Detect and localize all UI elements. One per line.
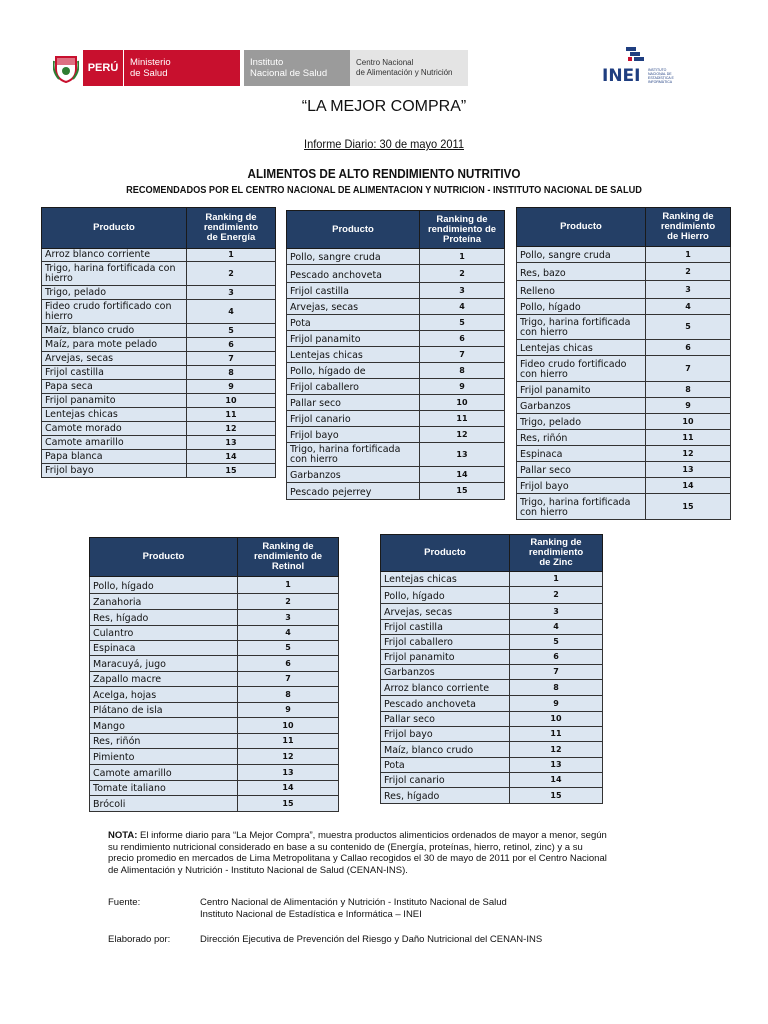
product-cell: Frijol castilla [381,620,510,635]
product-cell: Camote morado [42,422,187,436]
table-row [381,665,603,680]
rank-cell: 9 [420,379,505,395]
table-row [90,641,339,656]
table-row [381,758,603,773]
rank-cell: 2 [510,587,603,604]
rank-cell: 6 [420,331,505,347]
ins-line2: Nacional de Salud [250,68,328,79]
rank-cell: 7 [420,347,505,363]
product-cell: Pallar seco [517,462,646,478]
product-cell: Frijol bayo [381,727,510,742]
product-cell: Trigo, harina fortificada con hierro [517,494,646,520]
table-row [42,394,276,408]
product-cell: Trigo, harina fortificada con hierro [42,262,187,286]
product-cell: Pollo, hígado [517,299,646,315]
section-title: ALIMENTOS DE ALTO RENDIMIENTO NUTRITIVO [247,166,521,181]
product-cell: Lentejas chicas [42,408,187,422]
table-row [287,411,505,427]
column-header-ranking [420,211,505,249]
hierro-table [516,207,731,520]
rank-cell: 2 [238,594,339,610]
rank-cell: 9 [510,696,603,712]
rank-cell: 10 [420,395,505,411]
retinol-table [89,537,339,812]
rank-cell: 12 [420,427,505,443]
inei-subtitle: INSTITUTO NACIONAL DE ESTADÍSTICA E INFORMÁTICA [648,68,674,84]
rank-cell: 7 [238,672,339,687]
rank-cell: 11 [646,430,731,446]
product-cell: Garbanzos [381,665,510,680]
rank-cell: 3 [420,283,505,299]
table-row [287,283,505,299]
cenan-line2: de Alimentación y Nutrición [356,68,453,77]
rank-cell: 9 [187,380,276,394]
rank-cell: 14 [238,781,339,796]
table-row [90,734,339,749]
product-cell: Arroz blanco corriente [42,249,187,262]
rank-cell: 1 [187,249,276,262]
product-cell: Pescado anchoveta [381,696,510,712]
product-cell: Arvejas, secas [42,352,187,366]
rank-cell: 8 [187,366,276,380]
product-cell: Espinaca [90,641,238,656]
header-line: Ranking de [262,541,314,552]
product-cell: Pollo, sangre cruda [287,249,420,265]
table-row [381,742,603,758]
header-line: Retinol [271,561,305,572]
table-row [287,379,505,395]
product-cell: Maracuyá, jugo [90,656,238,672]
table-row [90,796,339,812]
elaborado-label: Elaborado por: [108,934,171,945]
rank-cell: 4 [187,300,276,324]
rank-cell: 4 [420,299,505,315]
rank-cell: 10 [510,712,603,727]
rank-cell: 12 [187,422,276,436]
energia-table [41,207,276,478]
rank-cell: 1 [238,577,339,594]
table-row [90,594,339,610]
column-header-producto: Producto [381,535,510,572]
header-line: Ranking de [662,211,714,222]
product-cell: Trigo, pelado [42,286,187,300]
rank-cell: 14 [420,467,505,483]
table-row [90,703,339,718]
product-cell: Frijol canario [381,773,510,788]
product-cell: Espinaca [517,446,646,462]
table-row [287,467,505,483]
product-cell: Frijol panamito [42,394,187,408]
table-row [517,446,731,462]
product-cell: Frijol caballero [287,379,420,395]
rank-cell: 7 [187,352,276,366]
table-row [381,650,603,665]
rank-cell: 14 [646,478,731,494]
rank-cell: 13 [187,436,276,450]
table-row [381,712,603,727]
product-cell: Res, bazo [517,263,646,281]
product-cell: Plátano de isla [90,703,238,718]
product-cell: Pollo, hígado [90,577,238,594]
header-line: rendimiento [528,547,584,558]
table-row [42,352,276,366]
table-row [517,494,731,520]
table-row [381,620,603,635]
table-row [381,572,603,587]
header-line: rendimiento [203,222,259,233]
table-row [42,286,276,300]
product-cell: Pimiento [90,749,238,765]
table-row [42,436,276,450]
table-row [90,656,339,672]
rank-cell: 5 [646,315,731,340]
table-row [517,356,731,382]
nota-label: NOTA: [108,830,138,841]
product-cell: Zanahoria [90,594,238,610]
product-cell: Brócoli [90,796,238,812]
table-row [381,696,603,712]
rank-cell: 8 [646,382,731,398]
table-row [90,626,339,641]
rank-cell: 3 [646,281,731,299]
rank-cell: 5 [187,324,276,338]
zinc-table [380,534,603,804]
table-row [287,265,505,283]
product-cell: Maíz, blanco crudo [381,742,510,758]
rank-cell: 3 [238,610,339,626]
inei-wordmark: INEI [602,66,641,86]
product-cell: Frijol castilla [287,283,420,299]
product-cell: Acelga, hojas [90,687,238,703]
rank-cell: 10 [187,394,276,408]
rank-cell: 1 [420,249,505,265]
rank-cell: 5 [510,635,603,650]
fuente-label: Fuente: [108,897,141,908]
rank-cell: 15 [238,796,339,812]
table-row [42,366,276,380]
header-line: rendimiento [660,221,716,232]
column-header-producto: Producto [517,208,646,247]
product-cell: Papa seca [42,380,187,394]
table-row [90,610,339,626]
rank-cell: 11 [238,734,339,749]
fuente-line1: Centro Nacional de Alimentación y Nutrición - Instituto Nacional de Salud [200,897,507,908]
table-row [90,781,339,796]
rank-cell: 2 [187,262,276,286]
product-cell: Frijol panamito [381,650,510,665]
product-cell: Arroz blanco corriente [381,680,510,696]
cenan-logo [350,50,468,86]
table-row [287,395,505,411]
minsa-logo [123,50,240,86]
table-row [381,680,603,696]
table-row [381,773,603,788]
product-cell: Res, hígado [381,788,510,804]
product-cell: Maíz, para mote pelado [42,338,187,352]
product-cell: Frijol caballero [381,635,510,650]
rank-cell: 4 [238,626,339,641]
header-line: Proteína [442,233,481,245]
table-row [287,363,505,379]
column-header-ranking [646,208,731,247]
rank-cell: 9 [646,398,731,414]
product-cell: Pollo, hígado [381,587,510,604]
product-cell: Culantro [90,626,238,641]
rank-cell: 12 [510,742,603,758]
rank-cell: 6 [646,340,731,356]
product-cell: Frijol bayo [517,478,646,494]
table-header-row [517,208,731,247]
product-cell: Res, riñón [517,430,646,446]
table-row [287,249,505,265]
rank-cell: 15 [646,494,731,520]
product-cell: Relleno [517,281,646,299]
fuente-line2: Instituto Nacional de Estadística e Informática – INEI [200,908,422,920]
rank-cell: 6 [238,656,339,672]
product-cell: Maíz, blanco crudo [42,324,187,338]
rank-cell: 11 [187,408,276,422]
product-cell: Res, riñón [90,734,238,749]
table-row [381,788,603,804]
table-row [287,347,505,363]
table-header-row [381,535,603,572]
table-header-row [287,211,505,249]
column-header-ranking [238,538,339,577]
table-row [42,464,276,478]
table-row [381,635,603,650]
rank-cell: 3 [510,604,603,620]
product-cell: Fideo crudo fortificado con hierro [517,356,646,382]
rank-cell: 9 [238,703,339,718]
rank-cell: 11 [510,727,603,742]
table-row [42,450,276,464]
table-row [517,247,731,263]
rank-cell: 5 [420,315,505,331]
rank-cell: 15 [187,464,276,478]
table-row [517,414,731,430]
table-row [42,338,276,352]
column-header-ranking [510,535,603,572]
product-cell: Garbanzos [517,398,646,414]
rank-cell: 6 [187,338,276,352]
table-row [517,340,731,356]
rank-cell: 15 [420,483,505,500]
rank-cell: 2 [646,263,731,281]
table-row [287,483,505,500]
column-header-producto: Producto [287,211,420,249]
product-cell: Pallar seco [381,712,510,727]
table-row [517,398,731,414]
fuente-value [200,897,620,920]
rank-cell: 7 [646,356,731,382]
product-cell: Arvejas, secas [287,299,420,315]
table-row [517,299,731,315]
product-cell: Mango [90,718,238,734]
rank-cell: 13 [420,443,505,467]
product-cell: Camote amarillo [42,436,187,450]
product-cell: Frijol canario [287,411,420,427]
rank-cell: 10 [646,414,731,430]
product-cell: Frijol bayo [42,464,187,478]
rank-cell: 14 [187,450,276,464]
product-cell: Tomate italiano [90,781,238,796]
ins-line1: Instituto [250,57,284,68]
rank-cell: 15 [510,788,603,804]
rank-cell: 13 [646,462,731,478]
product-cell: Fideo crudo fortificado con hierro [42,300,187,324]
rank-cell: 3 [187,286,276,300]
product-cell: Frijol castilla [42,366,187,380]
product-cell: Zapallo macre [90,672,238,687]
nota-paragraph [108,830,608,876]
product-cell: Arvejas, secas [381,604,510,620]
product-cell: Pota [287,315,420,331]
product-cell: Res, hígado [90,610,238,626]
product-cell: Pollo, hígado de [287,363,420,379]
minsa-line1: Ministerio [130,57,171,68]
rank-cell: 2 [420,265,505,283]
rank-cell: 4 [646,299,731,315]
rank-cell: 11 [420,411,505,427]
table-row [90,749,339,765]
elaborado-value: Dirección Ejecutiva de Prevención del Riesgo y Daño Nutricional del CENAN-INS [200,934,543,945]
table-row [42,380,276,394]
table-row [90,672,339,687]
rank-cell: 8 [238,687,339,703]
table-row [90,577,339,594]
table-row [42,324,276,338]
table-row [381,587,603,604]
header-line: de Zinc [539,557,573,568]
proteina-table [286,210,505,500]
table-row [287,443,505,467]
table-row [287,331,505,347]
rank-cell: 7 [510,665,603,680]
rank-cell: 8 [420,363,505,379]
table-row [42,300,276,324]
header-line: de Energía [206,232,256,243]
table-row [42,262,276,286]
header-line: Ranking de [530,537,582,548]
table-row [517,315,731,340]
rank-cell: 13 [238,765,339,781]
product-cell: Lentejas chicas [517,340,646,356]
rank-cell: 8 [510,680,603,696]
column-header-producto: Producto [90,538,238,577]
product-cell: Camote amarillo [90,765,238,781]
product-cell: Frijol bayo [287,427,420,443]
table-row [517,430,731,446]
peru-logo: PERÚ [83,50,123,86]
column-header-ranking [187,208,276,249]
ins-logo [244,50,350,86]
product-cell: Trigo, harina fortificada con hierro [517,315,646,340]
table-row [42,249,276,262]
product-cell: Frijol panamito [517,382,646,398]
table-row [287,427,505,443]
header-line: de Hierro [667,231,709,242]
table-row [517,462,731,478]
header-logos [49,50,468,86]
peru-coat-of-arms-icon [49,50,83,86]
product-cell: Lentejas chicas [287,347,420,363]
column-header-producto: Producto [42,208,187,249]
product-cell: Pollo, sangre cruda [517,247,646,263]
rank-cell: 1 [510,572,603,587]
table-row [90,765,339,781]
table-row [517,263,731,281]
table-row [287,299,505,315]
table-row [381,604,603,620]
rank-cell: 1 [646,247,731,263]
product-cell: Garbanzos [287,467,420,483]
header-line: rendimiento de [427,223,497,235]
rank-cell: 5 [238,641,339,656]
table-row [42,408,276,422]
table-header-row [90,538,339,577]
product-cell: Pescado pejerrey [287,483,420,500]
rank-cell: 12 [646,446,731,462]
header-line: Ranking de [436,213,488,225]
table-row [90,718,339,734]
table-row [90,687,339,703]
product-cell: Trigo, harina fortificada con hierro [287,443,420,467]
rank-cell: 13 [510,758,603,773]
nota-text: El informe diario para “La Mejor Compra”, muestra productos alimenticios ordenados de mayor a menor, según su rendimiento nutricional considerado en base a su contenido de (Energía, proteínas, hierro, retinol, zinc) y a su precio promedio en mercados de Lima Metropolitana y Callao recogidos el 30 de mayo de 2011 por el Centro Nacional de Alimentación y Nutrición - Instituto Nacional de Salud (CENAN-INS). [108,830,607,876]
product-cell: Frijol panamito [287,331,420,347]
table-row [287,315,505,331]
cenan-line1: Centro Nacional [356,58,414,67]
product-cell: Pota [381,758,510,773]
table-row [517,382,731,398]
minsa-line2: de Salud [130,68,168,79]
table-row [517,478,731,494]
rank-cell: 10 [238,718,339,734]
rank-cell: 12 [238,749,339,765]
page-title: “LA MEJOR COMPRA” [301,98,467,115]
product-cell: Pallar seco [287,395,420,411]
table-header-row [42,208,276,249]
product-cell: Trigo, pelado [517,414,646,430]
table-row [381,727,603,742]
report-date: Informe Diario: 30 de mayo 2011 [304,137,464,151]
table-row [517,281,731,299]
header-line: Ranking de [205,212,257,223]
product-cell: Pescado anchoveta [287,265,420,283]
rank-cell: 6 [510,650,603,665]
rank-cell: 14 [510,773,603,788]
header-line: rendimiento de [253,551,323,562]
section-subtitle: RECOMENDADOS POR EL CENTRO NACIONAL DE ALIMENTACION Y NUTRICION - INSTITUTO NACIONAL DE SALUD [126,185,642,196]
product-cell: Papa blanca [42,450,187,464]
table-row [42,422,276,436]
product-cell: Lentejas chicas [381,572,510,587]
rank-cell: 4 [510,620,603,635]
